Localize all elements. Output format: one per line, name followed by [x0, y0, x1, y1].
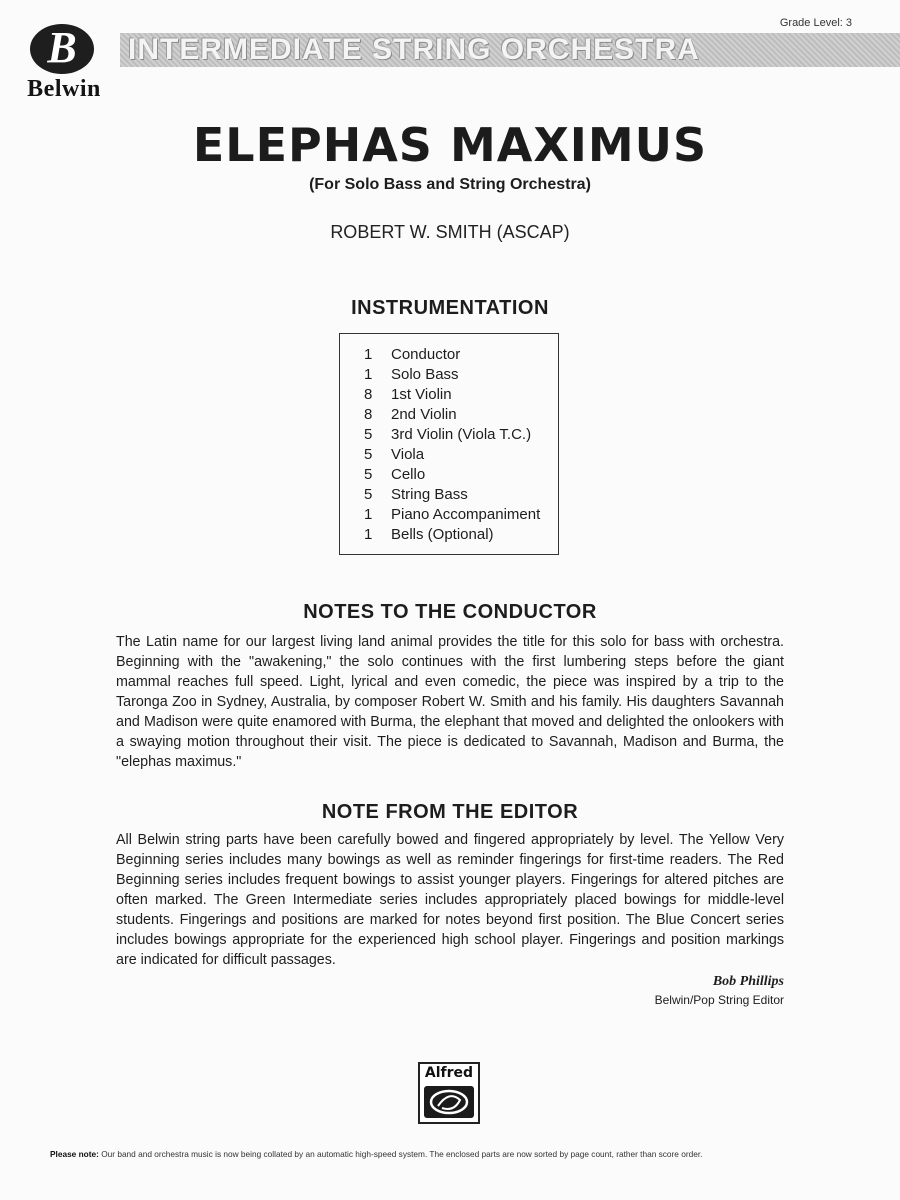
instrument-row: [364, 525, 494, 545]
instrument-qty: 8: [364, 406, 373, 423]
instrument-row: [364, 445, 424, 465]
footer-label: Please note:: [50, 1149, 99, 1159]
instrument-row: [364, 345, 460, 365]
instrument-name: 1st Violin: [391, 386, 452, 403]
instrument-name: 3rd Violin (Viola T.C.): [391, 426, 532, 443]
instrument-row: [364, 505, 540, 525]
belwin-logo-word: Belwin: [27, 76, 101, 102]
instrument-row: [364, 365, 459, 385]
piece-title: ELEPHAS MAXIMUS: [192, 118, 708, 172]
instrument-qty: 1: [364, 346, 373, 363]
instrument-qty: 5: [364, 486, 373, 503]
instrument-name: 2nd Violin: [391, 406, 457, 423]
alfred-logo-word: Alfred: [424, 1065, 474, 1081]
alfred-swirl-icon: [424, 1086, 474, 1118]
belwin-logo-letter: B: [47, 23, 77, 72]
editor-signature: Bob Phillips: [712, 974, 784, 989]
instrument-row: [364, 425, 531, 445]
instrument-qty: 5: [364, 466, 373, 483]
instrument-name: Solo Bass: [391, 366, 459, 383]
instrumentation-heading: INSTRUMENTATION: [351, 297, 549, 319]
notes-heading: NOTES TO THE CONDUCTOR: [303, 601, 597, 623]
footer-text: Our band and orchestra music is now being collated by an automatic high-speed system. The enclosed parts are now sorted by page count, rather than score order.: [98, 1149, 703, 1159]
instrument-qty: 1: [364, 526, 373, 543]
footer-note: [50, 1149, 870, 1159]
belwin-logo: [8, 22, 120, 102]
instrument-qty: 5: [364, 426, 373, 443]
instrument-row: [364, 485, 468, 505]
instrument-qty: 8: [364, 386, 373, 403]
alfred-logo-mark: [424, 1086, 474, 1118]
series-banner: [120, 33, 900, 67]
instrument-name: Bells (Optional): [391, 526, 494, 543]
notes-paragraph: The Latin name for our largest living land animal provides the title for this solo for bass with orchestra. Beginning with the "awakening," the solo continues with the first lumbering steps before the giant mammal reaches full speed. Light, lyrical and even comedic, the piece was inspired by a trip to the Taronga Zoo in Sydney, Australia, by composer Robert W. Smith and his family. His daughters Savannah and Madison were quite enamored with Burma, the elephant that moved and delighted the onlookers with a swaying motion throughout their visit. The piece is dedicated to Savannah, Madison and Burma, the "elephas maximus.": [116, 634, 784, 770]
instrumentation-list: [339, 333, 559, 555]
piece-subtitle: (For Solo Bass and String Orchestra): [309, 176, 591, 193]
editor-title: Belwin/Pop String Editor: [654, 993, 784, 1007]
instrument-qty: 1: [364, 506, 373, 523]
instrument-name: Cello: [391, 466, 426, 483]
editor-heading: NOTE FROM THE EDITOR: [321, 801, 579, 823]
grade-level: Grade Level: 3: [779, 17, 852, 29]
instrument-name: Piano Accompaniment: [391, 506, 541, 523]
instrument-qty: 5: [364, 446, 373, 463]
instrument-qty: 1: [364, 366, 373, 383]
instrument-row: [364, 405, 457, 425]
instrument-name: String Bass: [391, 486, 468, 503]
instrument-name: Conductor: [391, 346, 461, 363]
composer: ROBERT W. SMITH (ASCAP): [330, 222, 570, 242]
instrument-row: [364, 385, 452, 405]
instrument-name: Viola: [391, 446, 425, 463]
instrument-row: [364, 465, 425, 485]
editor-paragraph: All Belwin string parts have been carefully bowed and fingered appropriately by level. The Yellow Very Beginning series includes many bowings as well as reminder fingerings for first-time readers. The Red Beginning series includes frequent bowings to assist younger players. Fingerings for altered pitches are often marked. The Green Intermediate series includes appropriately placed bowings for middle-level students. Fingerings and positions are marked for notes beyond first position. The Blue Concert series includes bowings appropriate for the experienced high school player. Fingerings and position markings are indicated for difficult passages.: [116, 832, 784, 968]
series-title: INTERMEDIATE STRING ORCHESTRA: [128, 33, 700, 66]
alfred-logo: [418, 1062, 480, 1124]
